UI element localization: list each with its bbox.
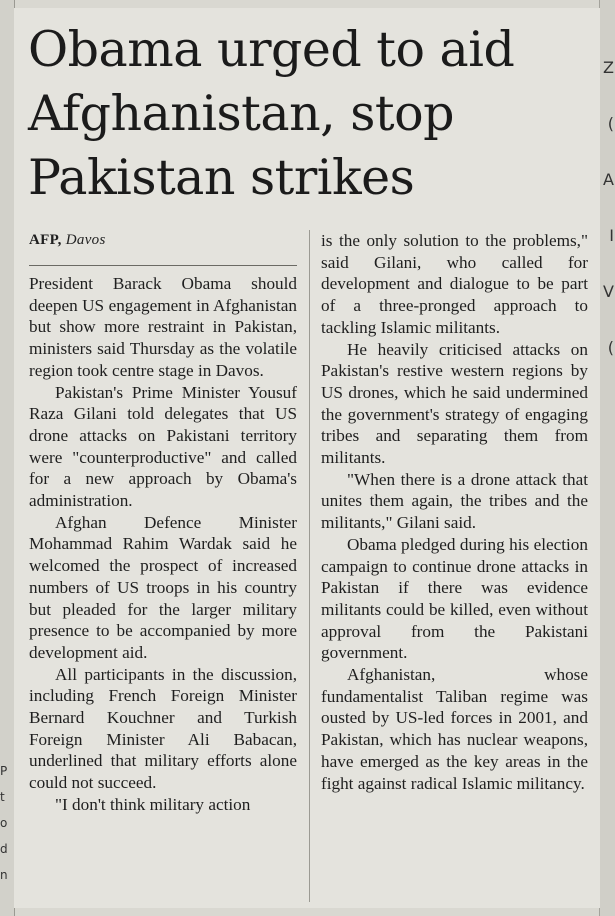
bleed-letter: d: [0, 842, 8, 856]
adjacent-column-bleed-right: [602, 40, 614, 376]
bleed-letter: n: [0, 868, 8, 882]
byline-place: Davos: [65, 232, 106, 248]
column-divider: [309, 230, 310, 902]
adjacent-page-right: [599, 0, 615, 916]
article-paragraph: Obama pledged during his election campaign to continue drone attacks in Pakistan if there was evidence militants could be killed, even without approval from the Pakistani government.: [321, 534, 588, 663]
article-paragraph: Afghanistan, whose fundamentalist Taliban regime was ousted by US-led forces in 2001, and Pakistan, which has nuclear weapons, have emerged as the key areas in the fight against radical Islamic militancy.: [321, 665, 588, 793]
byline: [29, 230, 297, 250]
bleed-letter: (: [607, 338, 614, 357]
article-column-right: [321, 230, 588, 794]
byline-rule: [29, 265, 297, 266]
bleed-letter: V: [603, 282, 614, 301]
bleed-letter: t: [0, 790, 5, 804]
article-paragraph: "I don't think military action: [55, 794, 251, 814]
article-paragraph: is the only solution to the problems," said Gilani, who called for development and dialogue to be part of a three-pronged approach to tackling Islamic militants.: [321, 231, 588, 337]
article-paragraph: "When there is a drone attack that unites them again, the tribes and the militants," Gilani said.: [321, 469, 588, 533]
bleed-letter: A: [603, 170, 614, 189]
article-paragraph: All participants in the discussion, including French Foreign Minister Bernard Kouchner and Turkish Foreign Minister Ali Babacan, underlined that military efforts alone could not succeed.: [29, 664, 297, 793]
article-column-left: [29, 230, 297, 816]
article-headline: Obama urged to aid Afghanistan, stop Pakistan strikes: [28, 21, 515, 206]
article-paragraph: President Barack Obama should deepen US engagement in Afghanistan but show more restraint in Pakistan, ministers said Thursday as the volatile region took centre stage in Davos.: [29, 274, 297, 380]
bleed-letter: (: [607, 114, 614, 133]
bleed-letter: o: [0, 816, 8, 830]
bleed-letter: P: [0, 764, 8, 778]
article-paragraph: He heavily criticised attacks on Pakistan's restive western regions by US drones, which he said undermined the government's strategy of engaging tribes and separating them from militants.: [321, 339, 588, 468]
article-paragraph: Pakistan's Prime Minister Yousuf Raza Gilani told delegates that US drone attacks on Pakistani territory were "counterproductive" and called for a new approach by Obama's administration.: [29, 382, 297, 511]
bleed-letter: Z: [603, 58, 614, 77]
article-paragraph: Afghan Defence Minister Mohammad Rahim Wardak said he welcomed the prospect of increased numbers of US troops in his country but pleaded for the larger military presence to be accompanied by more development aid.: [29, 512, 297, 662]
bleed-letter: I: [609, 226, 614, 245]
byline-agency: AFP,: [29, 232, 62, 248]
adjacent-page-left: [0, 0, 15, 916]
adjacent-column-bleed-left: [0, 758, 12, 888]
